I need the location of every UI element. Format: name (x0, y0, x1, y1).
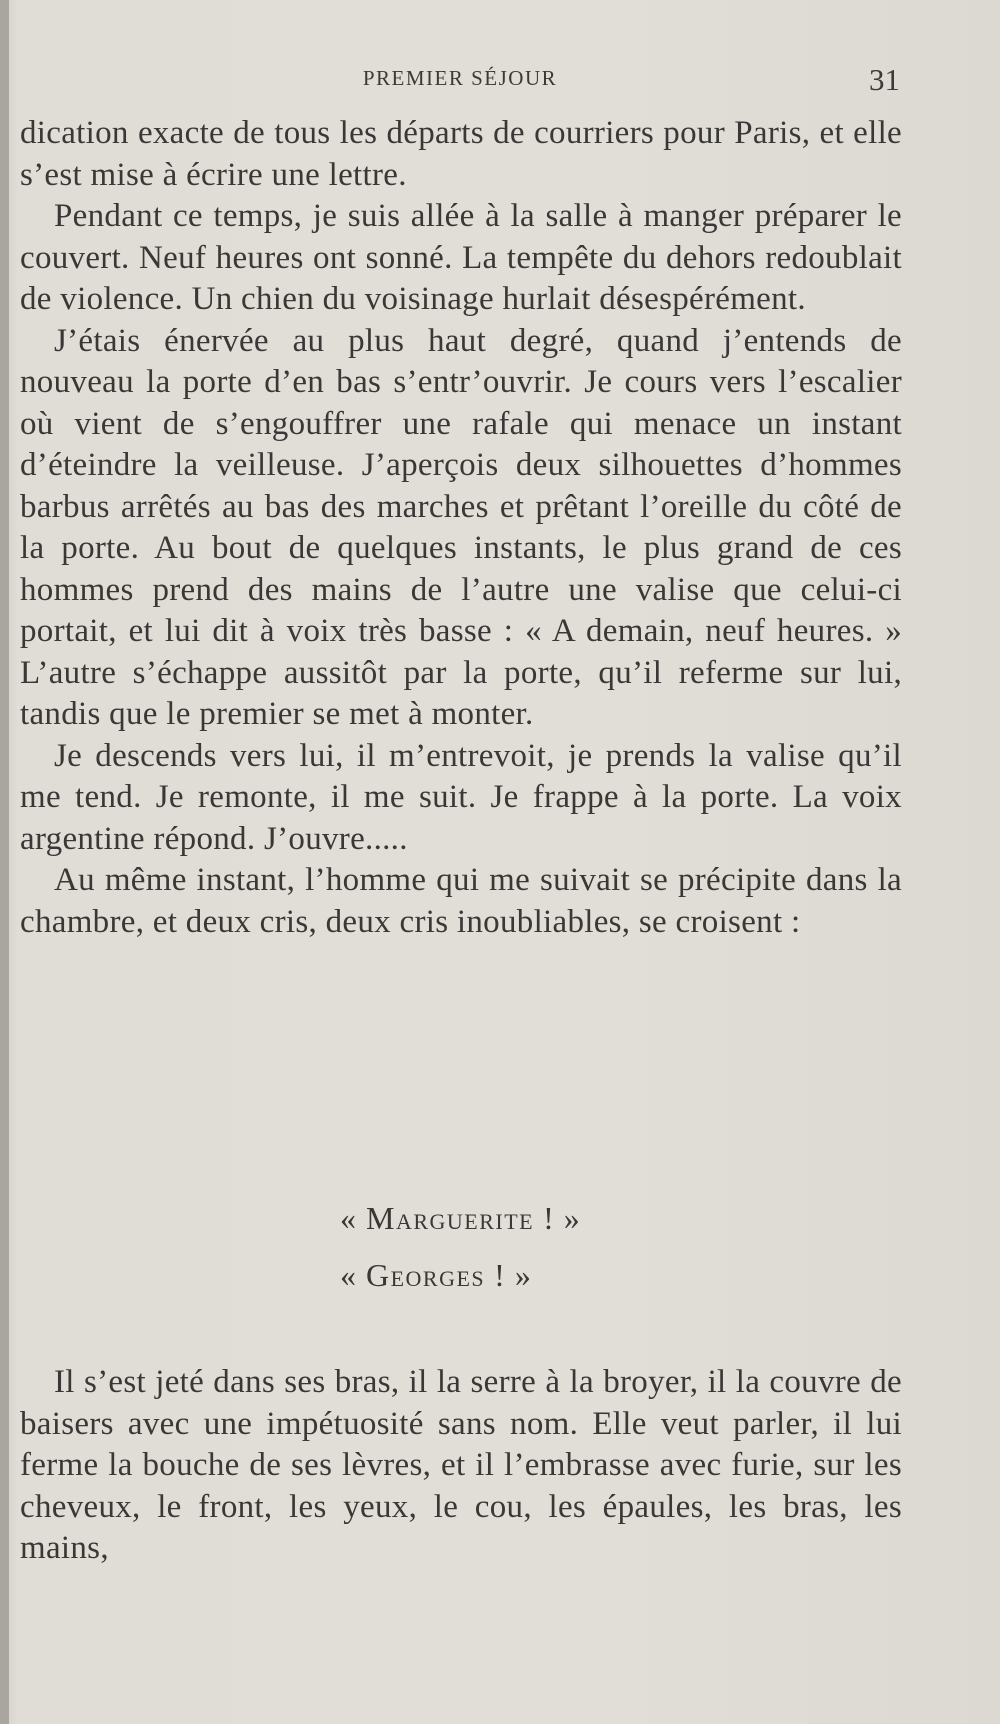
running-title: PREMIER SÉJOUR (362, 66, 558, 90)
body-text (20, 113, 902, 943)
dialogue-line-georges (340, 1257, 900, 1294)
name-marguerite: Marguerite (366, 1200, 535, 1236)
page-binding-edge (0, 0, 9, 1724)
paragraph: Pendant ce temps, je suis allée à la salle à manger préparer le couvert. Neuf heures ont sonné. La tempête du dehors redoublait de violence. Un chien du voisinage hurlait désespérément. (20, 198, 902, 317)
body-text-after-dialogue (20, 1362, 902, 1570)
open-quote: « (340, 1257, 366, 1293)
open-quote: « (340, 1200, 366, 1236)
name-georges: Georges (366, 1257, 486, 1293)
paragraph: Au même instant, l’homme qui me suivait se précipite dans la chambre, et deux cris, deux cris inoubliables, se croisent : (20, 862, 902, 940)
dialogue-line-marguerite (340, 1200, 900, 1237)
paragraph: Il s’est jeté dans ses bras, il la serre à la broyer, il la couvre de baisers avec une impétuosité sans nom. Elle veut parler, il lui ferme la bouche de ses lèvres, et il l’embrasse avec furie, sur les cheveux, le front, les yeux, le cou, les épaules, les bras, les mains, (20, 1364, 902, 1566)
close-quote: ! » (534, 1200, 581, 1236)
paragraph: J’étais énervée au plus haut degré, quand j’entends de nouveau la porte d’en bas s’entr’ouvrir. Je cours vers l’escalier où vient de s’engouffrer une rafale qui menace un instant d’éteindre la veilleuse. J’aperçois deux silhouettes d’hommes barbus arrêtés au bas des marches et prêtant l’oreille du côté de la porte. Au bout de quelques instants, le plus grand de ces hommes prend des mains de l’autre une valise que celui-ci portait, et lui dit à voix très basse : « A demain, neuf heures. » L’autre s’échappe aussitôt par la porte, qu’il referme sur lui, tandis que le premier se met à monter. (20, 322, 902, 732)
running-head (20, 62, 900, 102)
paragraph-continued: dication exacte de tous les départs de courriers pour Paris, et elle s’est mise à écrire une lettre. (20, 115, 902, 193)
close-quote: ! » (485, 1257, 532, 1293)
page-number: 31 (869, 62, 900, 97)
paragraph: Je descends vers lui, il m’entrevoit, je prends la valise qu’il me tend. Je remonte, il me suit. Je frappe à la porte. La voix argentine répond. J’ouvre..... (20, 737, 902, 857)
